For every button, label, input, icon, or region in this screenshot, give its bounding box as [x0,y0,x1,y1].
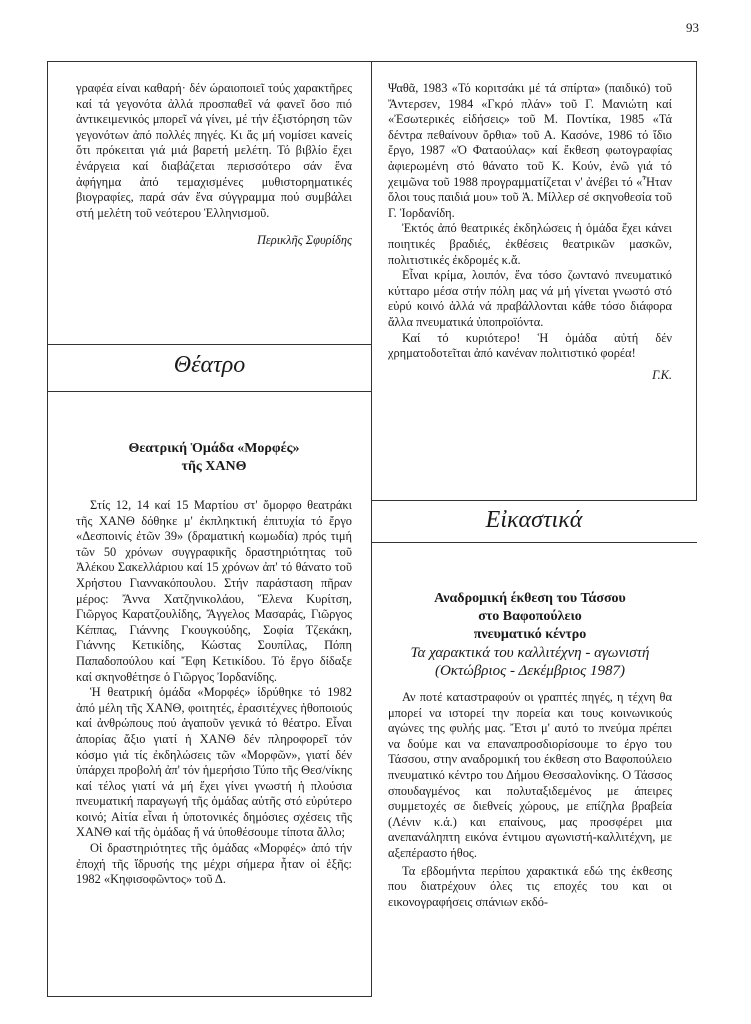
visual-arts-heading-rule-top [371,500,697,501]
theatre-heading-rule-bottom [47,391,372,392]
theatre-continued-paragraph: Καί τό κυριότερο! Ἡ ὁμάδα αὐτή δέν χρηματοδοτεῖται ἀπό κανέναν πολιτιστικό φορέα! [388,330,672,361]
visual-arts-paragraph: Τα εβδομήντα περίπου χαρακτικά εδώ της έκθεσης που διατρέχουν όλες τις εποχές του και οι εικονογραφήσεις σπάνιων εκδό- [388,863,672,909]
theatre-continued-paragraph: Ψαθᾶ, 1983 «Τό κοριτσάκι μέ τά σπίρτα» (παιδικό) τοῦ Ἄντερσεν, 1984 «Γκρό πλάν» τοῦ Γ. Μανιώτη καί «Ἐσωτερικές εἰδήσεις» τοῦ Μ. Ποντίκα, 1985 «Τά δέντρα πεθαίνουν ὄρθια» τοῦ Α. Κασόνε, 1986 τό ἴδιο ἔργο, 1987 «Ὁ Φαταούλας» καί ἔκθεση φωτογραφίας ἀφιερωμένη στό θάνατο τοῦ Κ. Κούν, ἐνῶ γιά τό χειμῶνα τοῦ 1988 προγραμματίζεται ν' ἀνέβει τό «Ἦταν ὅλοι τους παιδιά μου» τοῦ Ἀ. Μίλλερ σέ σκηνοθεσία τοῦ Γ. Ἰορδανίδη. [388,81,672,220]
theatre-paragraph: Στίς 12, 14 καί 15 Μαρτίου στ' ὄμορφο θεατράκι τῆς ΧΑΝΘ δόθηκε μ' ἐκπληκτική ἐπιτυχία τό ἔργο «Δεσποινίς ἐτῶν 39» (δραματική κωμωδία) πρός τιμή τῶν 50 χρόνων συγγραφικῆς δραστηριότητας τοῦ Ἀλέκου Σακελλάριου καί 15 χρόνων ἀπ' τό θάνατο τοῦ Χρήστου Γιαννακόπουλου. Στήν παράσταση πῆραν μέρος: Ἄννα Χατζηνικολάου, Ἕλενα Κυρίτση, Γιῶργος Καρατζουλίδης, Ἄγγελος Μασαράς, Γιῶργος Κέππας, Γιάννης Γκουγκούδης, Σοφία Τζεκάκη, Γιάννης Κετικίδης, Κώστας Σουπίλας, Πόπη Παπαδοπούλου καί Ἔφη Κετικίδου. Τό ἔργο δίδαξε καί σκηνοθέτησε ὁ Γιῶργος Ἰορδανίδης. [76,498,352,684]
left-column-border-bottom [47,996,372,997]
page-number: 93 [686,20,699,35]
theatre-continued-paragraph: Ἐκτός ἀπό θεατρικές ἐκδηλώσεις ἡ ὁμάδα ἔχει κάνει ποιητικές βραδιές, ἐκθέσεις θεατρικῶν μασκῶν, πολιτιστικές ἐκδρομές κ.ἄ. [388,221,672,267]
theatre-article-title-line1: Θεατρική Ὁμάδα «Μορφές» [128,441,300,456]
visual-arts-section-heading: Εἰκαστικά [485,507,583,533]
theatre-continued-paragraph: Εἶναι κρίμα, λοιπόν, ἕνα τόσο ζωντανό πνευματικό κύτταρο μέσα στήν πόλη μας νά μή γίνεται γνωστό στό εὐρύ κοινό ἀλλά νά πραβάλλονται κάθε τόσο διάφορα ἄλλα πνευματικά ὑποπροϊόντα. [388,268,672,329]
visual-arts-subtitle: Τα χαρακτικά του καλλιτέχνη - αγωνιστή (Οκτώβριος - Δεκέμβριος 1987) [410,645,650,679]
theatre-heading-rule-top [47,344,372,345]
right-top-article [388,81,672,383]
visual-arts-heading-rule-bottom [371,542,697,543]
visual-arts-title-line1: Αναδρομική έκθεση του Τάσσου [434,591,626,606]
review-paragraph: γραφέα είναι καθαρή· δέν ώραιοποιεῖ τούς χαρακτῆρες καί τά γεγονότα ἀλλά προσπαθεῖ νά φανεῖ ὅσο πιό ἀντικειμενικός μπορεῖ νά γίνει, μέ τήν ἐξιστόρηση τῶν γεγονότων ἀπό πολλές πηγές. Κι ἄς μή νομίσει κανείς ὅτι πρόκειται γιά μιά βαρετή μελέτη. Τό βιβλίο ἔχει ἐνάργεια καί διαβάζεται περισσότερο σάν ἕνα ἀφήγημα ἀπό τεμαχισμένες μυθιστορηματικές βιογραφίες, παρά σάν ἕνα σύγγραμμα πού συμβάλει στή μελέτη τοῦ νεότερου Ἑλληνισμοῦ. [76,81,352,220]
visual-arts-article [388,590,672,910]
theatre-paragraph: Οἱ δραστηριότητες τῆς ὁμάδας «Μορφές» ἀπό τήν ἐποχή τῆς ἵδρυσής της μέχρι σήμερα ἦταν οἱ ἑξῆς: 1982 «Κηφισοφῶντος» τοῦ Δ. [76,841,352,887]
visual-arts-title-line2: στο Βαφοπούλειο [478,609,582,624]
left-column-border-top [47,61,372,62]
left-top-article [76,81,352,249]
review-signature: Περικλῆς Σφυρίδης [256,233,352,248]
right-column-border-top [371,61,697,62]
visual-arts-title-line3: πνευματικό κέντρο [473,627,587,642]
theatre-paragraph: Ἡ θεατρική ὁμάδα «Μορφές» ἱδρύθηκε τό 1982 ἀπό μέλη τῆς ΧΑΝΘ, φοιτητές, ἐρασιτέχνες ἠθοποιούς καί ἀνθρώπους πού ἀγαποῦν γενικά τό θέατρο. Εἶναι ἀπορίας ἄξιο γιατί ἡ ΧΑΝΘ δέν πληροφορεῖ τόν κόσμο γιά τίς ἐκδηλώσεις τῶν «Μορφῶν», γιατί δέν ὑπάρχει προβολή ἀπ' τόν ἡμερήσιο Τύπο τῆς Θεσ/νίκης καί τέλος γιατί νά μή ἔχει γίνει γνωστή ἡ πλούσια πνευματική παραγωγή τῆς ὁμάδας αὐτῆς στό εὐρύτερο κοινό; Αἰτία εἶναι ἡ ὑποτονικές δημόσιες σχέσεις τῆς ΧΑΝΘ καί τῆς ὁμάδας ἤ νά ὑποθέσουμε τίποτα ἄλλο; [76,685,352,840]
theatre-article-title-line2: τῆς ΧΑΝΘ [181,459,247,474]
theatre-article [76,440,352,888]
right-column-border-right [696,61,697,501]
left-column-border-left [47,61,48,997]
theatre-signature: Γ.Κ. [652,367,672,382]
theatre-section-heading: Θέατρο [173,352,246,378]
visual-arts-paragraph: Αν ποτέ καταστραφούν οι γραπτές πηγές, η τέχνη θα μπορεί να ιστορεί την πορεία και τους κοινωνικούς αγώνες της φυλής μας. Ἔτσι μ' αυτό το πνεύμα πρέπει να δούμε και να επαναπροσδιορίσουμε το έργο του Τάσσου, στην αναδρομική του έκθεση στο Βαφοπούλειο πνευματικό κέντρο του Δήμου Θεσσαλονίκης. Ο Τάσσος σπουδαγμένος και πολυταξιδεμένος με άπειρες συμμετοχές σε διεθνείς χώρους, με επίζηλα βραβεία (Λένιν κ.ά.) και επαίνους, μας προσφέρει μια ανεπανάληπτη εικόνα έντιμου αγωνιστή-καλλιτέχνη, με αξεπέραστο ήθος. [388,690,672,860]
